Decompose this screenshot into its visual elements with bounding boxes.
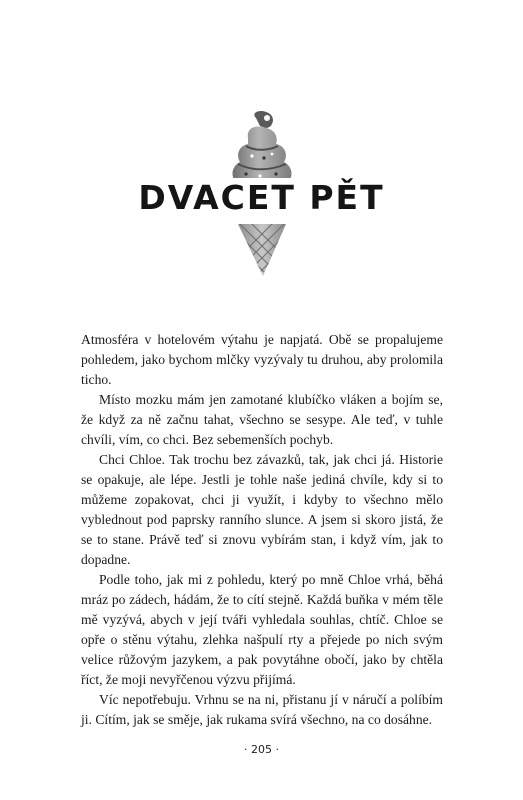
- paragraph-2: Místo mozku mám jen zamotané klubíčko vláken a bojím se, že když za ně začnu tahat, všechno se sesype. Ale teď, v tuhle chvíli, vím, co chci. Bez sebemenších pochyb.: [81, 392, 443, 447]
- chapter-title-text: DVACET PĚT: [130, 178, 392, 217]
- chapter-title: [0, 178, 523, 217]
- paragraph-4: Podle toho, jak mi z pohledu, který po mně Chloe vrhá, běhá mráz po zádech, hádám, že to cítí stejně. Každá buňka v mém těle mě vyzývá, abych v její tváři vyhledala souhlas, chtíč. Chloe se opře o stěnu výtahu, zlehka našpulí rty a přejede po nich svým velice růžovým jazykem, a pak povytáhne obočí, jako by chtěla říct, že moji nevyřčenou výzvu přijímá.: [81, 572, 443, 687]
- page-number: · 205 ·: [244, 743, 279, 756]
- paragraph-5: Víc nepotřebuju. Vrhnu se na ni, přistanu jí v náručí a políbím ji. Cítím, jak se směje, jak rukama svírá všechno, na co dosáhne.: [81, 692, 443, 727]
- paragraph-1: Atmosféra v hotelovém výtahu je napjatá. Obě se propalujeme pohledem, jako bychom mlčky vyzývaly tu druhou, aby prolomila ticho.: [81, 332, 443, 387]
- body-text: [81, 330, 443, 730]
- paragraph-3: Chci Chloe. Tak trochu bez závazků, tak, jak chci já. Historie se opakuje, ale lépe. Jestli je tohle naše jediná chvíle, kdy si to můžeme zopakovat, chci ji využít, i kdyby to všechno mělo vyblednout pod paprsky ranního slunce. A jsem si skoro jistá, že se to stane. Právě teď si znovu vybírám stan, i když vím, jak to dopadne.: [81, 452, 443, 567]
